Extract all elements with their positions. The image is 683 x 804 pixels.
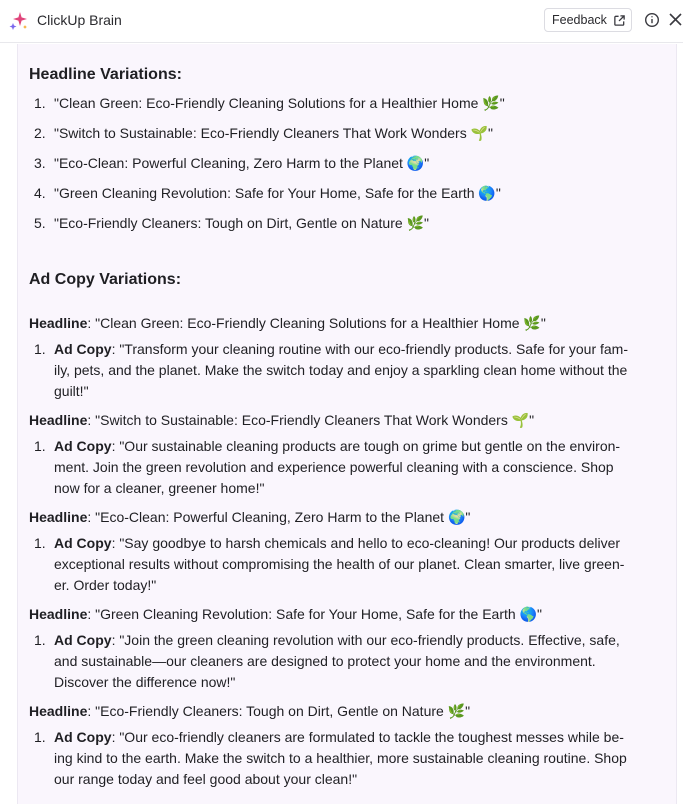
adcopy-text: Ad Copy: "Transform your cleaning routine with our eco-friendly products. Safe for your fam- ily, pets, and the planet. Make the switch today and enjoy a sparkling clean home without the guilt!"	[54, 341, 629, 399]
chat-response-panel: Headline Variations: 1. "Clean Green: Eco-Friendly Cleaning Solutions for a Healthier Home 🌿" 2. "Switch to Sustainable: Eco-Friendly Cleaners That Work Wonders 🌱" 3. "Eco-Clean: Powerful Cleaning, Zero Harm to the Planet 🌍" 4. "Green Cleaning Revolution: Safe for Your Home, Safe for the Earth 🌎" 5. "Eco-Friendly Cleaners: Tough on Dirt, Gentle on Nature 🌿" Ad Copy Variations: Headline: "Clean Green: Eco-Friendly Cleaning Solutions for a Healthier Home 🌿" 1. Ad Copy: "Transform your cleaning routine with our eco-friendly products. Safe for your fam- ily, pets, and the planet. Make the switch today and enjoy a sparkling clean home without the guilt!" Headline: "Switch to Sustainable: Eco-Friendly Cleaners That Work Wonders 🌱" 1. Ad Copy: "Our sustainable cleaning products are tough on grime but gentle on the environ- ment. Join the green revolution and experience powerful cleaning with a conscience. Shop now for a cleaner, greener home!" Headline: "Eco-Clean: Powerful Cleaning, Zero Harm to the Planet 🌍" 1. Ad Copy: "Say goodbye to harsh chemicals and hello to eco-cleaning! Our products deliver exceptional results without compromising the health of our planet. Clean smarter, live green- er. Order today!" Headline: "Green Cleaning Revolution: Safe for Your Home, Safe for the Earth 🌎" 1. Ad Copy: "Join the green cleaning revolution with our eco-friendly products. Effective, safe, and sustainable—our cleaners are designed to protect your home and the environment. Discover the difference now!" Headline: "Eco-Friendly Cleaners: Tough on Dirt, Gentle on Nature 🌿" 1. Ad Copy: "Our eco-friendly cleaners are formulated to tackle the toughest messes while be- ing kind to the earth. Make the switch to a healthier, more sustainable cleaning routine. Shop our range today and feel good about your clean!"	[17, 44, 677, 804]
headline-line: Headline: "Green Cleaning Revolution: Safe for Your Home, Safe for the Earth 🌎"	[29, 606, 542, 622]
adcopy-text: Ad Copy: "Join the green cleaning revolution with our eco-friendly products. Effective, safe, and sustainable—our cleaners are designed to protect your home and the environment. Discover the difference now!"	[54, 632, 620, 690]
headline-line: Headline: "Clean Green: Eco-Friendly Cleaning Solutions for a Healthier Home 🌿"	[29, 315, 546, 331]
adcopy-text: Ad Copy: "Our sustainable cleaning products are tough on grime but gentle on the environ- ment. Join the green revolution and experience powerful cleaning with a conscience. Shop now for a cleaner, greener home!"	[54, 438, 621, 496]
top-bar	[0, 0, 683, 43]
adcopy-number: 1.	[34, 535, 46, 551]
headline-line: Headline: "Switch to Sustainable: Eco-Friendly Cleaners That Work Wonders 🌱"	[29, 412, 535, 428]
adcopy-number: 1.	[34, 438, 46, 454]
headline-variations-heading: Headline Variations:	[29, 66, 182, 83]
adcopy-number: 1.	[34, 632, 46, 648]
feedback-button[interactable]	[544, 8, 632, 32]
adcopy-text: Ad Copy: "Say goodbye to harsh chemicals and hello to eco-cleaning! Our products deliver exceptional results without compromising the health of our planet. Clean smarter, live green- er. Order today!"	[54, 535, 625, 593]
headline-line: Headline: "Eco-Friendly Cleaners: Tough on Dirt, Gentle on Nature 🌿"	[29, 703, 471, 719]
adcopy-number: 1.	[34, 341, 46, 357]
adcopy-text: Ad Copy: "Our eco-friendly cleaners are formulated to tackle the toughest messes while be- ing kind to the earth. Make the switch to a healthier, more sustainable cleaning routine. Shop our range today and feel good about your clean!"	[54, 729, 627, 787]
close-icon[interactable]	[668, 12, 683, 27]
adcopy-variations-heading: Ad Copy Variations:	[29, 271, 182, 288]
adcopy-number: 1.	[34, 729, 46, 745]
headline-line: Headline: "Eco-Clean: Powerful Cleaning, Zero Harm to the Planet 🌍"	[29, 509, 471, 525]
sparkle-icon	[9, 11, 29, 31]
external-link-icon	[613, 14, 626, 27]
info-icon[interactable]	[644, 12, 660, 28]
app-title: ClickUp Brain	[37, 12, 122, 28]
feedback-label: Feedback	[552, 13, 607, 27]
